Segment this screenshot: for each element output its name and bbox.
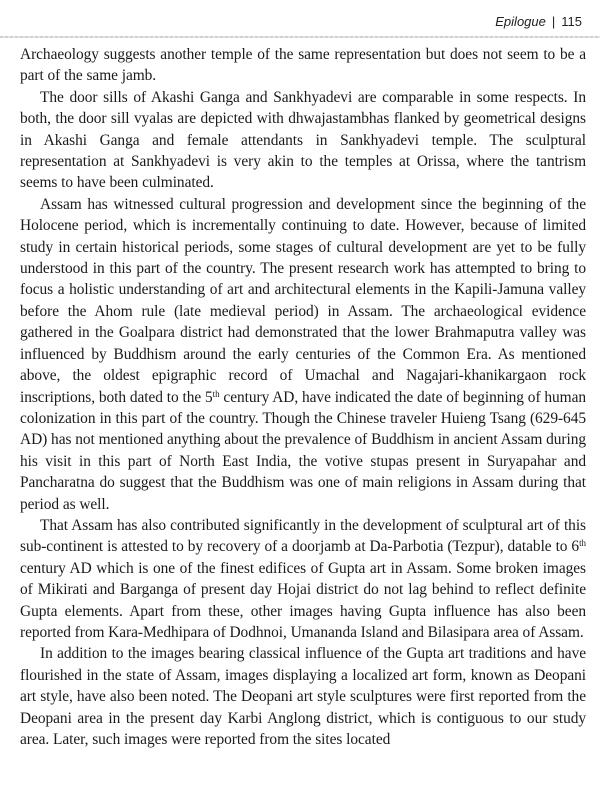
header-rule <box>0 36 600 38</box>
section-title: Epilogue <box>495 14 546 29</box>
paragraph-1: Archaeology suggests another temple of the same representation but does not seem to be a part of the same jamb. <box>20 46 586 85</box>
paragraph-4 <box>20 515 586 643</box>
ordinal-superscript: th <box>212 388 220 399</box>
body-text <box>20 44 586 750</box>
page-number: 115 <box>561 14 582 29</box>
header-separator: | <box>551 14 556 29</box>
paragraph-2: The door sills of Akashi Ganga and Sankhyadevi are comparable in some respects. In both, the door sill vyalas are depicted with dhwajastambhas flanked by geometrical designs in Akashi Ganga and female attendants in Sankhyadevi temple. The sculptural representation at Sankhyadevi is very akin to the temples at Orissa, where the tantrism seems to have been culminated. <box>20 88 586 192</box>
paragraph-4-part-b: century AD which is one of the finest edifices of Gupta art in Assam. Some broken images of Mikirati and Barganga of present day Hojai district do not lag behind to reflect definite Gupta elements. Apart from these, other images having Gupta influence has also been reported from Kara-Medhipara of Dodhnoi, Umananda Island and Bilasipara area of Assam. <box>20 559 586 641</box>
header-text <box>495 14 582 29</box>
paragraph-3-part-a: Assam has witnessed cultural progression and development since the beginning of the Holocene period, which is incrementally continuing to date. However, because of limited study in certain historical periods, some stages of cultural development are yet to be fully understood in this part of the country. The present research work has attempted to bring to focus a holistic understanding of art and architectural elements in the Kapili-Jamuna valley before the Ahom rule (late medieval period) in Assam. The archaeological evidence gathered in the Goalpara district had demonstrated that the lower Brahmaputra valley was influenced by Buddhism around the early centuries of the Common Era. As mentioned above, the oldest epigraphic record of Umachal and Nagajari-khanikargaon rock inscriptions, both dated to the 5 <box>20 195 586 406</box>
ordinal-superscript: th <box>579 538 586 549</box>
paragraph-3 <box>20 194 586 515</box>
paragraph-3-part-b: century AD, have indicated the date of beginning of human colonization in this part of the country. Though the Chinese traveler Huieng Tsang (629-645 AD) has not mentioned anything about the prevalence of Buddhism in ancient Assam during his visit in this part of North East India, the votive stupas present in Suryapahar and Pancharatna do suggest that the Buddhism was one of main religions in Assam during that period as well. <box>20 388 587 513</box>
running-header <box>0 10 600 38</box>
paragraph-4-part-a: That Assam has also contributed significantly in the development of sculptural art of this sub-continent is attested to by recovery of a doorjamb at Da-Parbotia (Tezpur), datable to 6 <box>20 516 586 556</box>
paragraph-5: In addition to the images bearing classical influence of the Gupta art traditions and have flourished in the state of Assam, images displaying a localized art form, known as Deopani art style, have also been noted. The Deopani art style sculptures were first reported from the Deopani area in the present day Karbi Anglong district, which is contiguous to our study area. Later, such images were reported from the sites located <box>20 645 586 748</box>
